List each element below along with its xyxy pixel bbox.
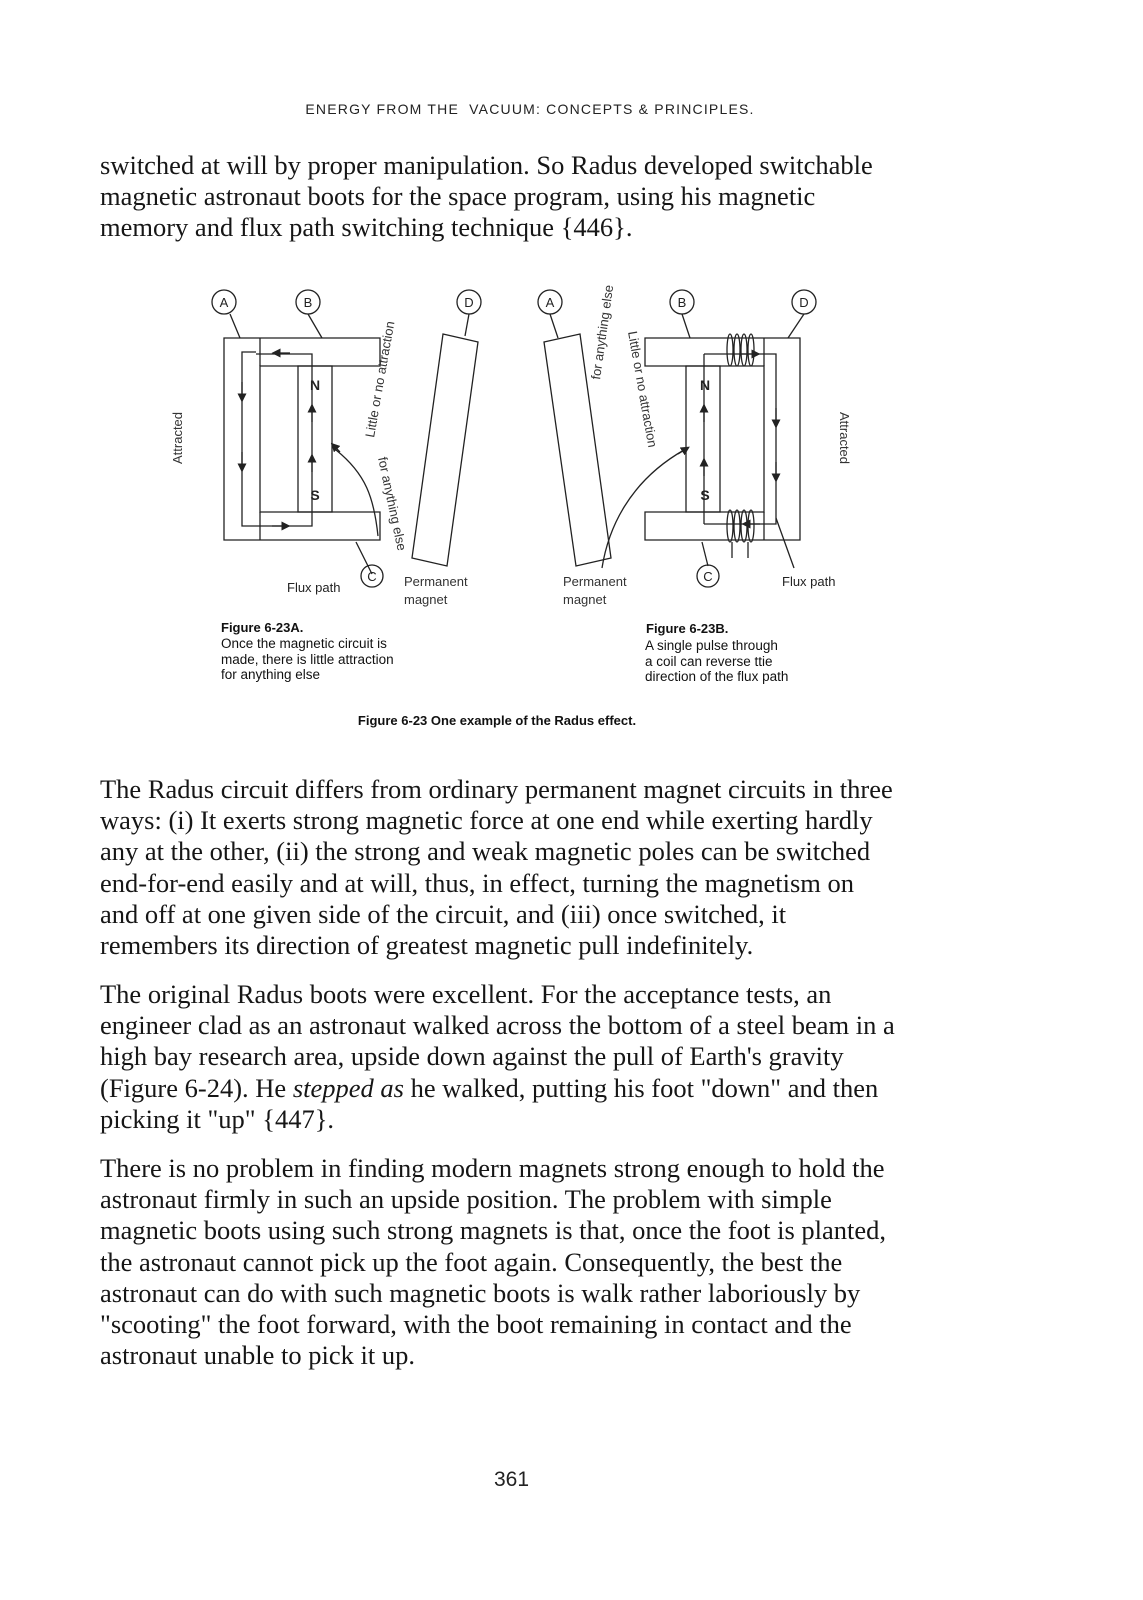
marker-c-left: C bbox=[367, 569, 377, 584]
paragraph-line: There is no problem in finding modern magnets strong enough to hold the bbox=[100, 1153, 885, 1183]
paragraph-1 bbox=[100, 150, 960, 244]
paragraph-line: end-for-end easily and at will, thus, in effect, turning the magnetism on bbox=[100, 867, 855, 898]
paragraph-line: memory and flux path switching technique {446}. bbox=[100, 212, 633, 243]
paragraph-line: and off at one given side of the circuit, and (iii) once switched, it bbox=[100, 898, 787, 929]
diagram-b bbox=[538, 290, 816, 587]
caption-6-23b-line: A single pulse through bbox=[645, 638, 778, 653]
text-run: he walked, putting his foot "down" and then bbox=[403, 1072, 879, 1103]
attracted-label-left: Attracted bbox=[170, 411, 185, 465]
caption-6-23a-line: made, there is little attraction bbox=[221, 652, 394, 667]
magnet-left: magnet bbox=[404, 592, 448, 607]
marker-c-right: C bbox=[703, 569, 713, 584]
paragraph-line: any at the other, (ii) the strong and weak magnetic poles can be switched bbox=[100, 836, 871, 867]
marker-a-left: A bbox=[219, 295, 229, 310]
paragraph-line: ways: (i) It exerts strong magnetic force at one end while exerting hardly bbox=[100, 805, 873, 836]
caption-6-23b-line: direction of the flux path bbox=[645, 669, 789, 684]
paragraph-line: "scooting" the foot forward, with the boot remaining in contact and the bbox=[100, 1309, 852, 1340]
yoke-b bbox=[645, 338, 800, 540]
flux-path-left: Flux path bbox=[287, 580, 341, 595]
note-anything-else-left: for anything else bbox=[375, 455, 410, 552]
paragraph-2 bbox=[100, 774, 960, 961]
marker-b-right: B bbox=[677, 295, 687, 310]
diagram-a bbox=[212, 290, 481, 587]
radus-effect-diagram bbox=[160, 262, 920, 742]
caption-6-23b-title: Figure 6-23B. bbox=[646, 621, 729, 636]
marker-b-left: B bbox=[303, 295, 313, 310]
caption-6-23a-title: Figure 6-23A. bbox=[221, 620, 304, 635]
paragraph-line: astronaut unable to pick it up. bbox=[100, 1340, 415, 1371]
marker-a-right: A bbox=[545, 295, 555, 310]
marker-d-right: D bbox=[799, 295, 809, 310]
caption-6-23a-line: Once the magnetic circuit is bbox=[221, 636, 387, 651]
note-anything-else-right: for anything else bbox=[588, 283, 617, 381]
permanent-right: Permanent bbox=[563, 574, 627, 589]
caption-6-23b-line: a coil can reverse ttie bbox=[645, 654, 773, 669]
permanent-left: Permanent bbox=[404, 574, 468, 589]
magnet-right: magnet bbox=[563, 592, 607, 607]
running-head: ENERGY FROM THE VACUUM: CONCEPTS & PRINCIPLES. bbox=[305, 101, 755, 117]
paragraph-4 bbox=[100, 1153, 960, 1371]
pole-n-left: N bbox=[309, 377, 321, 393]
flux-loop-b bbox=[704, 354, 776, 524]
page-number: 361 bbox=[493, 1468, 530, 1491]
paragraph-line: switched at will by proper manipulation. So Radus developed switchable bbox=[100, 150, 873, 180]
pole-s-left: S bbox=[310, 487, 320, 503]
paragraph-line: The Radus circuit differs from ordinary permanent magnet circuits in three bbox=[100, 774, 893, 804]
flux-path-right: Flux path bbox=[782, 574, 836, 589]
note-little-attraction-right: Little or no attraction bbox=[625, 329, 661, 449]
note-little-attraction-left: Little or no attraction bbox=[362, 319, 398, 439]
flux-loop-a bbox=[242, 352, 256, 526]
coil-top bbox=[727, 334, 754, 366]
paragraph-line: the astronaut cannot pick up the foot again. Consequently, the best the bbox=[100, 1246, 843, 1277]
paragraph-line: magnetic astronaut boots for the space program, using his magnetic bbox=[100, 181, 816, 212]
armature-d-a bbox=[412, 334, 478, 566]
paragraph-line: engineer clad as an astronaut walked across the bottom of a steel beam in a bbox=[100, 1010, 895, 1041]
figure-caption: Figure 6-23 One example of the Radus effect. bbox=[357, 713, 637, 728]
italic-run: stepped as bbox=[292, 1072, 404, 1103]
paragraph-line: magnetic boots using such strong magnets is that, once the foot is planted, bbox=[100, 1215, 887, 1246]
paragraph-line: remembers its direction of greatest magnetic pull indefinitely. bbox=[100, 930, 754, 961]
coil-bottom bbox=[727, 510, 754, 542]
paragraph-line: picking it "up" {447}. bbox=[100, 1103, 335, 1134]
yoke-a bbox=[224, 338, 380, 540]
attracted-label-right: Attracted bbox=[837, 411, 852, 465]
paragraph-line: astronaut can do with such magnetic boots is walk rather laboriously by bbox=[100, 1277, 861, 1308]
paragraph-3 bbox=[100, 979, 960, 1135]
figure-6-23 bbox=[160, 262, 920, 742]
pole-n-right: N bbox=[699, 377, 711, 393]
paragraph-line-with-italic bbox=[100, 1073, 960, 1104]
caption-6-23a-line: for anything else bbox=[221, 667, 321, 682]
paragraph-line: high bay research area, upside down against the pull of Earth's gravity bbox=[100, 1041, 844, 1072]
marker-d-left: D bbox=[464, 295, 474, 310]
paragraph-line: astronaut firmly in such an upside position. The problem with simple bbox=[100, 1184, 832, 1215]
pole-s-right: S bbox=[700, 487, 710, 503]
text-run: (Figure 6-24). He bbox=[100, 1072, 293, 1103]
paragraph-line: The original Radus boots were excellent. For the acceptance tests, an bbox=[100, 979, 832, 1009]
